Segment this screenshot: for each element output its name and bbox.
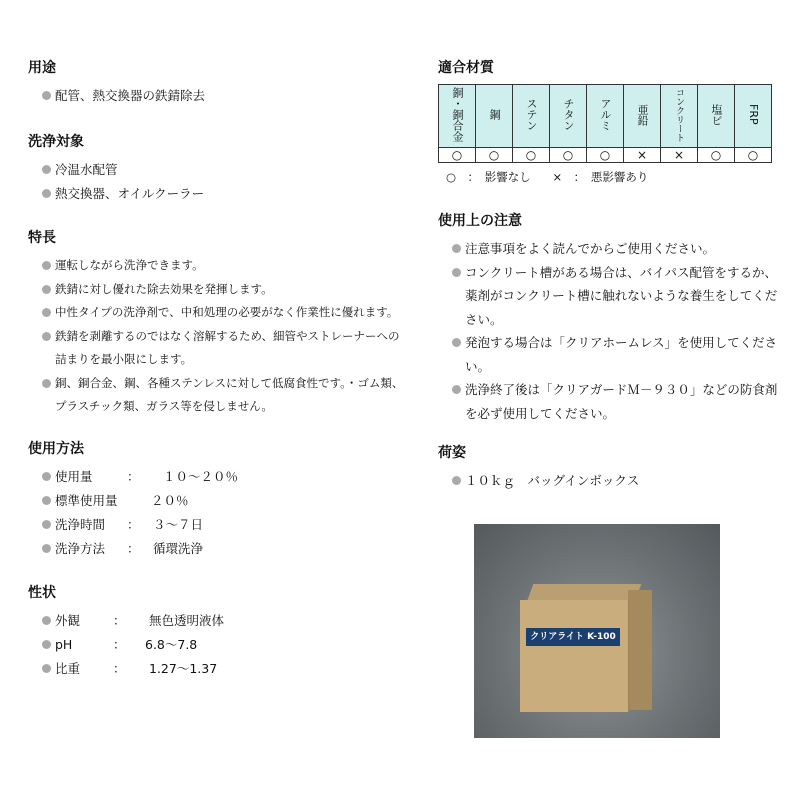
target-item: 冷温水配管: [42, 158, 408, 182]
product-photo: [474, 524, 720, 738]
materials-table: [438, 84, 772, 163]
method-item: 洗浄時間 ： ３～７日: [42, 513, 408, 537]
feature-item: 鉄錆を剥離するのではなく溶解するため、細管やストレーナーへの詰まりを最小限にします。: [42, 325, 408, 372]
targets-title: 洗浄対象: [28, 134, 84, 150]
material-value: ○: [735, 148, 772, 163]
method-item: 使用量 ： １０～２０％: [42, 465, 408, 489]
material-value: ○: [587, 148, 624, 163]
usage-section: [28, 58, 408, 108]
materials-legend: [446, 169, 783, 185]
material-header: FRP: [735, 85, 772, 148]
method-title: 使用方法: [28, 440, 84, 457]
feature-item: 中性タイプの洗浄剤で、中和処理の必要がなく作業性に優れます。: [42, 301, 408, 325]
method-item: 標準使用量 ２０％: [42, 489, 408, 513]
usage-item: 配管、熱交換器の鉄錆除去: [42, 84, 408, 108]
material-header: コンクリート: [661, 85, 698, 148]
material-value: ×: [661, 148, 698, 163]
packaging-title: 荷姿: [438, 445, 466, 461]
left-column: [28, 58, 408, 681]
materials-title: 適合材質: [438, 60, 494, 76]
material-value: ○: [550, 148, 587, 163]
material-value: ○: [513, 148, 550, 163]
material-header: チタン: [550, 85, 587, 148]
packaging-item: １０ｋｇ バッグインボックス: [452, 469, 783, 493]
material-value: ×: [624, 148, 661, 163]
box-front: [520, 600, 629, 712]
feature-item: 鉄錆に対し優れた除去効果を発揮します。: [42, 278, 408, 302]
material-value: ○: [698, 148, 735, 163]
right-column: [438, 58, 783, 493]
target-item: 熱交換器、オイルクーラー: [42, 182, 408, 206]
properties-section: [28, 583, 408, 681]
method-section: [28, 439, 408, 561]
material-value: ○: [476, 148, 513, 163]
material-value: ○: [439, 148, 476, 163]
material-header: 亜鉛: [624, 85, 661, 148]
legend-ng: × ： 悪影響あり: [552, 170, 649, 184]
cautions-title: 使用上の注意: [438, 213, 522, 229]
features-title: 特長: [28, 230, 56, 246]
method-item: 洗浄方法 ： 循環洗浄: [42, 537, 408, 561]
caution-item: 発泡する場合は「クリアホームレス」を使用してください。: [452, 331, 783, 378]
product-label: クリアライト K-100: [526, 628, 620, 646]
material-header: アルミ: [587, 85, 624, 148]
material-header: 鋼: [476, 85, 513, 148]
caution-item: 洗浄終了後は「クリアガードＭ－９３０」などの防食剤を必ず使用してください。: [452, 378, 783, 425]
materials-section: [438, 58, 783, 185]
caution-item: 注意事項をよく読んでからご使用ください。: [452, 237, 783, 261]
property-item: pH ： 6.8～7.8: [42, 633, 408, 657]
features-section: [28, 228, 408, 419]
caution-item: コンクリート槽がある場合は、バイパス配管をするか、薬剤がコンクリート槽に触れないような養生をしてください。: [452, 261, 783, 332]
feature-item: 運転しながら洗浄できます。: [42, 254, 408, 278]
legend-ok: ○ ： 影響なし: [446, 170, 531, 184]
material-header: 塩ビ: [698, 85, 735, 148]
properties-title: 性状: [28, 584, 56, 601]
property-item: 比重 ： 1.27～1.37: [42, 657, 408, 681]
box-side: [628, 590, 652, 710]
feature-item: 銅、銅合金、鋼、各種ステンレスに対して低腐食性です。・ゴム類、プラスチック類、ガラス等を侵しません。: [42, 372, 408, 419]
property-item: 外観 ： 無色透明液体: [42, 609, 408, 633]
targets-section: [28, 132, 408, 206]
material-header: ステン: [513, 85, 550, 148]
usage-title: 用途: [28, 60, 56, 76]
cautions-section: [438, 211, 783, 425]
packaging-section: [438, 443, 783, 493]
material-header: 銅・銅合金: [439, 85, 476, 148]
